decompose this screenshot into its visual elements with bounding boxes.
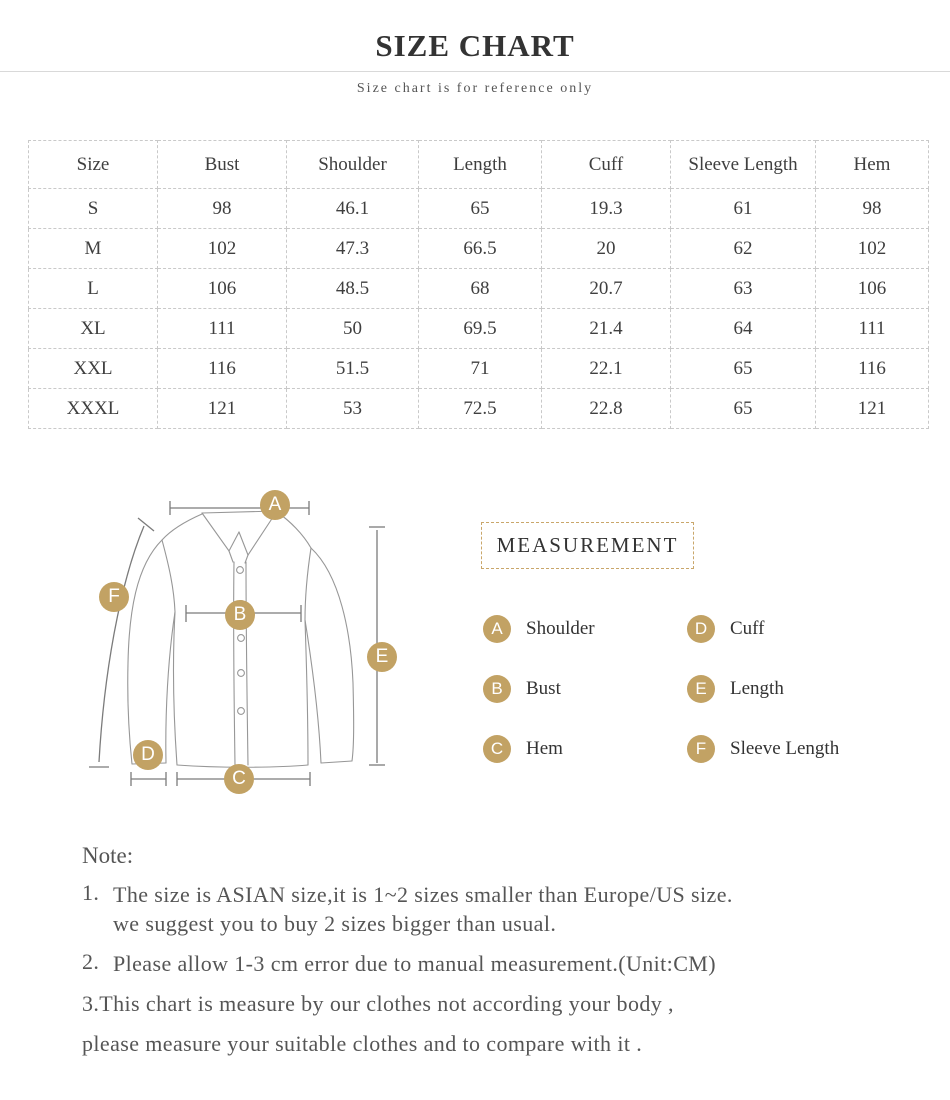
table-cell: 47.3 xyxy=(287,229,419,269)
notes-heading: Note: xyxy=(82,843,134,868)
note-line: Please allow 1-3 cm error due to manual measurement.(Unit:CM) xyxy=(113,951,716,976)
table-cell: S xyxy=(29,189,158,229)
column-header: Size xyxy=(29,141,158,189)
column-header: Bust xyxy=(158,141,287,189)
table-cell: 69.5 xyxy=(419,309,542,349)
table-cell: 121 xyxy=(158,389,287,429)
table-cell: 63 xyxy=(671,269,816,309)
legend-label: Sleeve Length xyxy=(730,738,840,759)
table-row xyxy=(29,269,929,309)
page-subtitle: Size chart is for reference only xyxy=(356,81,594,96)
table-cell: 53 xyxy=(287,389,419,429)
legend-marker-b: B xyxy=(483,675,511,703)
legend-column-left xyxy=(483,615,595,763)
legend-item xyxy=(687,615,839,643)
table-cell: L xyxy=(29,269,158,309)
shirt-diagram xyxy=(78,478,418,813)
marker-d: D xyxy=(133,740,163,770)
table-cell: 68 xyxy=(419,269,542,309)
legend-marker-f: F xyxy=(687,735,715,763)
table-row xyxy=(29,349,929,389)
legend-label: Cuff xyxy=(730,618,765,639)
table-cell: 116 xyxy=(158,349,287,389)
note-number: 1. xyxy=(82,880,100,905)
legend-item xyxy=(483,615,595,643)
marker-c: C xyxy=(224,764,254,794)
legend-label: Shoulder xyxy=(526,618,595,639)
column-header: Hem xyxy=(816,141,929,189)
legend-column-right xyxy=(687,615,839,763)
table-cell: 20 xyxy=(542,229,671,269)
table-cell: 98 xyxy=(158,189,287,229)
table-cell: 106 xyxy=(816,269,929,309)
table-cell: 20.7 xyxy=(542,269,671,309)
header-divider xyxy=(0,71,950,72)
note-number: 2. xyxy=(82,949,100,974)
legend-item xyxy=(687,735,839,763)
table-cell: 65 xyxy=(671,349,816,389)
shirt-outline-graphic xyxy=(78,478,408,808)
marker-f: F xyxy=(99,582,129,612)
column-header: Sleeve Length xyxy=(671,141,816,189)
marker-e: E xyxy=(367,642,397,672)
legend-item xyxy=(483,735,595,763)
legend-marker-c: C xyxy=(483,735,511,763)
legend-item xyxy=(687,675,839,703)
table-cell: 65 xyxy=(671,389,816,429)
page-title: SIZE CHART xyxy=(375,28,575,63)
table-cell: 50 xyxy=(287,309,419,349)
table-cell: 116 xyxy=(816,349,929,389)
legend-marker-d: D xyxy=(687,615,715,643)
legend-marker-a: A xyxy=(483,615,511,643)
table-cell: XL xyxy=(29,309,158,349)
legend-label: Bust xyxy=(526,678,561,699)
column-header: Cuff xyxy=(542,141,671,189)
measurement-legend-title-box xyxy=(481,522,694,569)
table-cell: 51.5 xyxy=(287,349,419,389)
marker-b: B xyxy=(225,600,255,630)
table-cell: 102 xyxy=(158,229,287,269)
table-cell: 61 xyxy=(671,189,816,229)
table-cell: 102 xyxy=(816,229,929,269)
table-row xyxy=(29,389,929,429)
table-cell: XXXL xyxy=(29,389,158,429)
note-line: we suggest you to buy 2 sizes bigger than usual. xyxy=(113,911,557,936)
legend-item xyxy=(483,675,595,703)
table-cell: 98 xyxy=(816,189,929,229)
table-cell: M xyxy=(29,229,158,269)
notes-list xyxy=(82,880,912,1058)
table-cell: XXL xyxy=(29,349,158,389)
note-item xyxy=(82,1029,912,1058)
note-line: please measure your suitable clothes and to compare with it . xyxy=(82,1031,643,1056)
size-table xyxy=(28,140,929,429)
legend-title: MEASUREMENT xyxy=(496,533,679,557)
table-cell: 66.5 xyxy=(419,229,542,269)
table-cell: 22.1 xyxy=(542,349,671,389)
table-row xyxy=(29,229,929,269)
table-cell: 62 xyxy=(671,229,816,269)
size-table-body xyxy=(29,189,929,429)
column-header: Shoulder xyxy=(287,141,419,189)
table-cell: 111 xyxy=(816,309,929,349)
note-line: The size is ASIAN size,it is 1~2 sizes smaller than Europe/US size. xyxy=(113,882,733,907)
table-cell: 106 xyxy=(158,269,287,309)
table-cell: 19.3 xyxy=(542,189,671,229)
note-item xyxy=(82,949,912,978)
table-cell: 64 xyxy=(671,309,816,349)
legend-label: Hem xyxy=(526,738,563,759)
table-cell: 111 xyxy=(158,309,287,349)
marker-a: A xyxy=(260,490,290,520)
table-row xyxy=(29,309,929,349)
table-cell: 46.1 xyxy=(287,189,419,229)
table-cell: 71 xyxy=(419,349,542,389)
table-cell: 121 xyxy=(816,389,929,429)
size-table-header-row xyxy=(29,141,929,189)
table-row xyxy=(29,189,929,229)
table-cell: 22.8 xyxy=(542,389,671,429)
note-item xyxy=(82,989,912,1018)
legend-marker-e: E xyxy=(687,675,715,703)
column-header: Length xyxy=(419,141,542,189)
note-line: 3.This chart is measure by our clothes not according your body , xyxy=(82,991,674,1016)
table-cell: 48.5 xyxy=(287,269,419,309)
note-item xyxy=(82,880,912,938)
notes xyxy=(82,843,912,1058)
table-cell: 21.4 xyxy=(542,309,671,349)
table-cell: 72.5 xyxy=(419,389,542,429)
legend-label: Length xyxy=(730,678,784,699)
table-cell: 65 xyxy=(419,189,542,229)
